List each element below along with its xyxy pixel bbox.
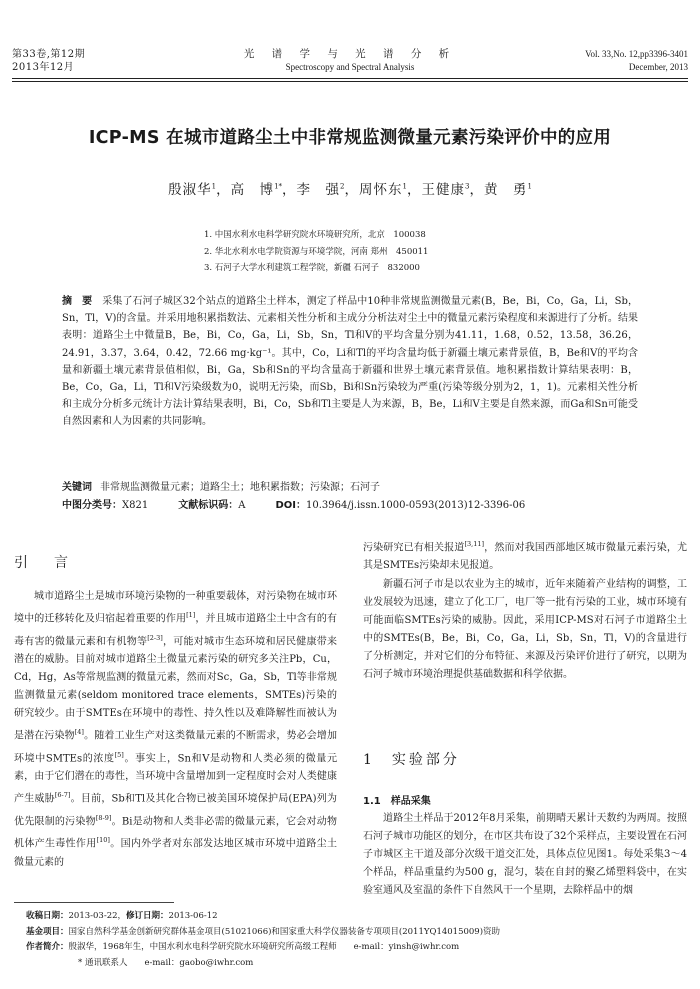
section-heading-introduction: 引 言 — [14, 555, 74, 571]
author-affil-mark: 1 — [211, 182, 217, 191]
subsection-heading-sampling: 1.1 样品采集 — [363, 796, 431, 807]
author-name: 高 博 — [230, 182, 275, 198]
header-rule-bottom — [12, 81, 688, 82]
keywords-label: 关键词 — [62, 482, 92, 493]
doc-code-value: A — [238, 500, 246, 511]
affiliation-list — [204, 227, 428, 277]
intro-column-right — [363, 535, 687, 684]
sampling-column — [363, 810, 687, 900]
classification-line — [62, 497, 662, 514]
header-rule-top — [12, 78, 688, 79]
author-name: 李 强 — [296, 182, 341, 198]
header-volume-issue: 第33卷,第12期 — [12, 49, 86, 60]
affiliation-item: 2. 华北水利水电学院资源与环境学院，河南 郑州 450011 — [204, 246, 429, 257]
abstract — [62, 293, 638, 431]
citation-ref: [5] — [114, 750, 124, 759]
keywords-text: 非常规监测微量元素；道路尘土；地积累指数；污染源；石河子 — [100, 482, 380, 493]
footnote-corresponding: * 通讯联系人 e-mail：gaobo@iwhr.com — [78, 957, 254, 968]
citation-ref: [6-7] — [54, 791, 71, 800]
doc-code-label: 文献标识码： — [178, 500, 239, 511]
footnote-author-bio: 作者简介：殷淑华，1968年生，中国水利水电科学研究院水环境研究所高级工程师 e-mail：yinsh@iwhr.com — [26, 942, 460, 953]
footnotes — [26, 909, 500, 971]
citation-ref: [4] — [74, 728, 84, 737]
citation-ref: [1] — [186, 611, 196, 620]
author-affil-mark: 3 — [464, 182, 470, 191]
citation-ref: [8-9] — [95, 813, 112, 822]
abstract-text: 采集了石河子城区32个站点的道路尘土样本，测定了样品中10种非常规监测微量元素(B，Be，Bi，Co，Ga，Li，Sb，Sn，Tl，V)的含量。并采用地积累指数法、元素相关性分析和主成分分析法对尘土中的微量元素污染程度和来源进行了分析。结果表明：道路尘土中微量B，Be，Bi，Co，Ga，Li，Sb，Sn，Tl和V的平均含量分别为41.11，1.68，0.52，13.58，36.26，24.91，3.37，3.64，0.42，72.66 mg·kg⁻¹。其中，Co，Li和Tl的平均含量均低于新疆土壤元素背景值，B，Be和V的平均含量和新疆土壤元素背景值相似，Bi，Ga，Sb和Sn的平均含量高于新疆和世界土壤元素背景值。地积累指数计算结果表明：B，Be，Co，Ga，Li，Tl和V污染级数为0，说明无污染，而Sb，Bi和Sn污染较为严重(污染等级分别为2，1，1)。元素相关性分析和主成分分析多元统计方法计算结果表明，Bi，Co，Sb和Tl主要是人为来源，B，Be，Li和V主要是自然来源，而Ga和Sn可能受自然因素和人为因素的共同影响。 — [62, 296, 639, 428]
keywords — [62, 479, 662, 496]
affiliation-item: 3. 石河子大学水利建筑工程学院，新疆 石河子 832000 — [204, 263, 420, 273]
abstract-label: 摘 要 — [62, 296, 93, 307]
intro-column-left — [14, 588, 337, 872]
section-heading-experimental: 1 实验部分 — [363, 752, 460, 768]
author-name: 殷淑华 — [168, 182, 212, 198]
journal-name-en: Spectroscopy and Spectral Analysis — [285, 62, 415, 72]
doi-value: 10.3964/j.issn.1000-0593(2013)12-3396-06 — [305, 500, 526, 511]
author-name: 王健康 — [421, 182, 465, 198]
sampling-paragraph: 道路尘土样品于2012年8月采集，前期晴天累计天数约为两周。按照石河子城市功能区的划分，在市区共布设了32个采样点，主要设置在石河子市城区主干道及部分次级干道交汇处，具体点位见图1。每处采集3～4个样品，样品重量约为500 g，混匀，装在自封的聚乙烯塑料袋中，在实验室通风及室温的条件下自然风干一个星期，去除样品中的烟 — [363, 813, 687, 897]
author-affil-mark: 1 — [402, 182, 407, 191]
footnote-dates: 收稿日期：2013-03-22，修订日期：2013-06-12 — [26, 911, 218, 921]
affiliation-item: 1. 中国水利水电科学研究院水环境研究所，北京 100038 — [204, 230, 426, 240]
author-affil-mark: 2 — [340, 182, 345, 191]
intro-paragraph: 新疆石河子市是以农业为主的城市，近年来随着产业结构的调整，工业发展较为迅速，建立了化工厂，电厂等一批有污染的工业，城市环境有可能面临SMTEs污染的威胁。因此，采用ICP-MS对石河子市道路尘土中的SMTEs(B，Be，Bi，Co，Ga，Li，Sb，Sn，Tl，V)的含量进行了分析测定，并对它们的分布特征、来源及污染评价进行了研究，以期为石河子城市环境治理提供基础数据和科学依据。 — [363, 578, 687, 680]
citation-ref: [3,11] — [464, 540, 485, 548]
citation-ref: [2-3] — [147, 633, 163, 642]
journal-name-cn: 光 谱 学 与 光 谱 分 析 — [243, 48, 457, 60]
footnote-funding: 基金项目：国家自然科学基金创新研究群体基金项目(51021066)和国家重大科学仪器装备专项项目(2011YQ14015009)资助 — [26, 926, 501, 937]
header-citation-info — [585, 48, 688, 74]
author-name: 周怀东 — [359, 182, 403, 198]
author-affil-mark: 1 — [527, 182, 532, 191]
clc-label: 中图分类号： — [62, 500, 122, 511]
author-name: 黄 勇 — [483, 182, 528, 198]
header-date-en: December, 2013 — [628, 62, 688, 72]
header-volume-pages: Vol. 33,No. 12,pp3396-3401 — [585, 49, 688, 59]
citation-ref: [10] — [96, 836, 110, 845]
header-date-cn: 2013年12月 — [12, 62, 75, 73]
author-affil-mark: 1* — [274, 182, 283, 191]
footnote-rule — [14, 902, 174, 903]
intro-paragraph-continued: 污染研究已有相关报道[3,11]，然而对我国西部地区城市微量元素污染，尤其是SMTEs污染却未见报道。 — [363, 540, 687, 572]
intro-paragraph: 城市道路尘土是城市环境污染物的一种重要载体，对污染物在城市环境中的迁移转化及归宿起着重要的作用[1]，并且城市道路尘土中含有的有毒有害的微量元素和有机物等[2-3]，可能对城市生态环境和居民健康带来潜在的威胁。目前对城市道路尘土微量元素污染的研究多关注Pb，Cu，Cd，Hg，As等常规监测的微量元素，然而对Sc，Ga，Sb，Tl等非常规监测微量元素(seldom monitored trace elements，SMTEs)污染的研究较少。由于SMTEs在环境中的毒性、持久性以及难降解性而被认为是潜在污染物[4]。随着工业生产对这类微量元素的不断需求，势必会增加环境中SMTEs的浓度[5]。事实上，Sn和V是动物和人类必须的微量元素，由于它们潜在的毒性，当环境中含量增加到一定程度时会对人类健康产生威胁[6-7]。目前，Sb和Tl及其化合物已被美国环境保护局(EPA)列为优先限制的污染物[8-9]。Bi是动物和人类非必需的微量元素，它会对动物机体产生毒性作用[10]。国内外学者对东部发达地区城市环境中道路尘土微量元素的 — [14, 591, 338, 868]
author-list: 殷淑华$^1$，高 博$^{1*}$，李 强$^2$，周怀东$^1$，王健康$^3$，黄 勇$^1$ — [168, 182, 532, 198]
paper-title: ICP-MS 在城市道路尘土中非常规监测微量元素污染评价中的应用 — [88, 128, 612, 148]
doi-label: DOI： — [275, 500, 306, 511]
clc-value: X821 — [122, 500, 149, 511]
